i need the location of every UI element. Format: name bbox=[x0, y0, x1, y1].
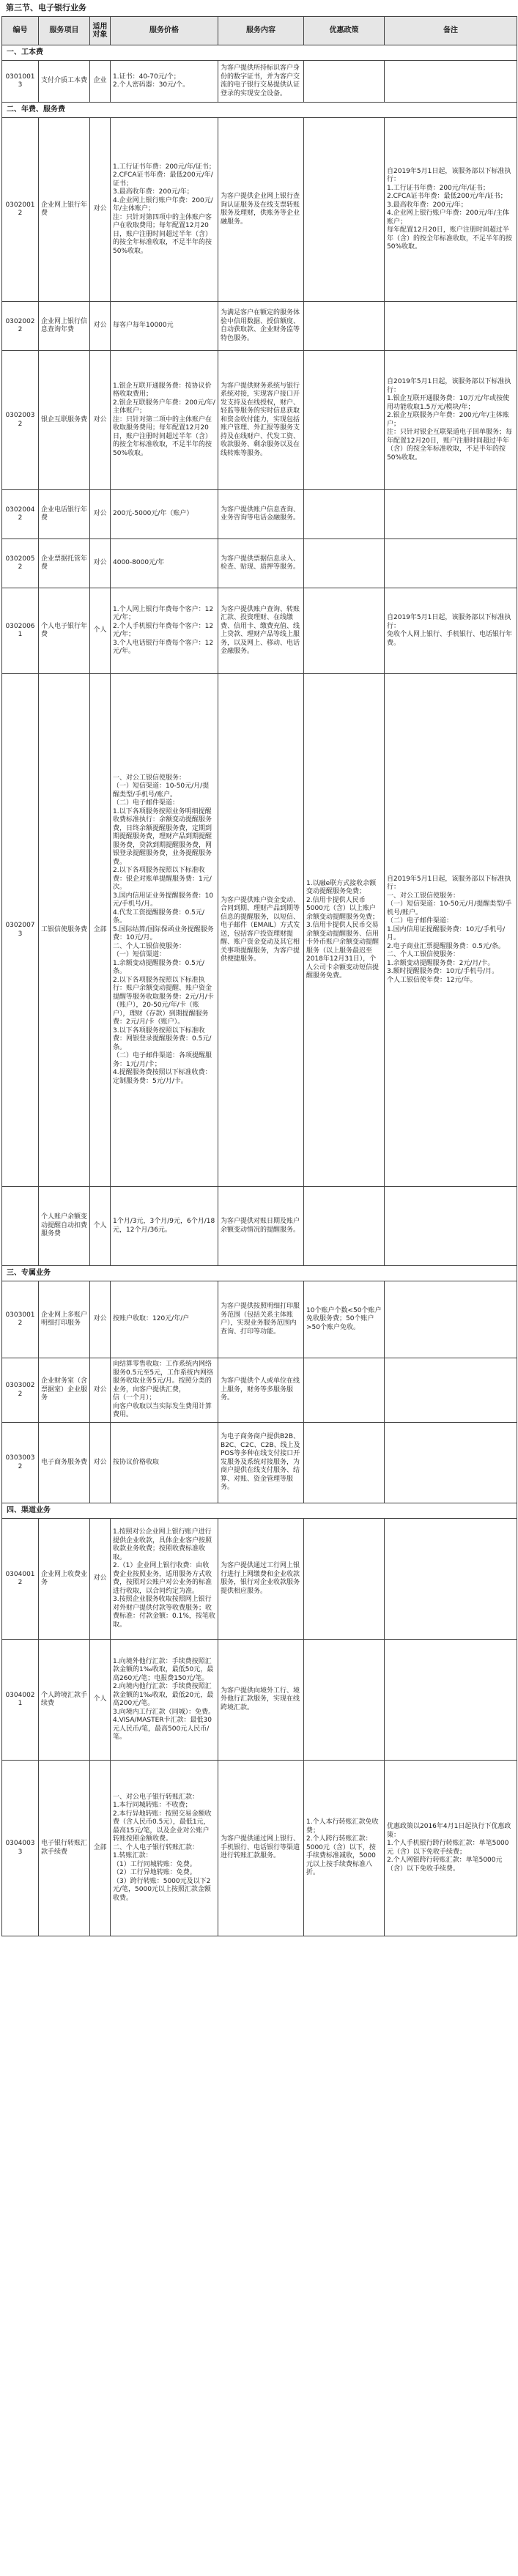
cell-note bbox=[385, 1640, 517, 1761]
cell-code: 03040033 bbox=[2, 1761, 39, 1936]
cell-service-name: 企业网上银行年费 bbox=[39, 118, 90, 302]
cell-discount bbox=[304, 1640, 385, 1761]
table-row bbox=[2, 1281, 517, 1358]
cell-price: 200元-5000元/年（账户） bbox=[111, 490, 218, 539]
section-title: 第三节、电子银行业务 bbox=[6, 3, 86, 12]
header-note: 备注 bbox=[385, 17, 517, 45]
cell-price: 向结算零售收取：工作系统内网络服务0.5元至5元，工作系统内网络服务收取业务5元/月。按照分类的业务，向客户提供汇费， 信（一个月）； 向客户收取以当实际发生费用计算费用。 bbox=[111, 1358, 218, 1423]
cell-discount: 1.个人本行转账汇款免收费； 2.个人跨行转账汇款：5000元（含）以下，按手续费标准减收，5000元以上按手续费标准八折。 bbox=[304, 1761, 385, 1936]
cell-audience: 对公 bbox=[90, 1519, 111, 1640]
cell-service-name: 企业网上多账户明细打印服务 bbox=[39, 1281, 90, 1358]
cell-discount bbox=[304, 539, 385, 588]
cell-note bbox=[385, 490, 517, 539]
cell-price: 1.向境外他行汇款：手续费按照汇款金额的1‰收取，最低50元，最高260元/笔；电报费150元/笔。 2.向境内他行汇款：手续费按照汇款金额的1‰收取，最低20元，最高200元/笔。 3.向境内工行汇款（同城）：免费。 4.VISA/MASTER卡汇款：最低30元人民币/笔，最高500元人民币/笔。 bbox=[111, 1640, 218, 1761]
cell-price: 1.个人网上银行年费每个客户：12元/年； 2.个人手机银行年费每个客户：12元/年； 3.个人电话银行年费每个客户：12元/年。 bbox=[111, 588, 218, 674]
cell-price: 一、对公工银信使服务： （一）短信渠道：10-50元/月/提醒类型/手机号/账户。 （二）电子邮件渠道： 1.以下各项服务按照业务明细提醒收费标准执行：余额变动提醒服务费，日终余额提醒服务费，定期到期提醒服务费，理财产品到期提醒服务费，贷款到期提醒服务费，网银登录提醒服务费，业务提醒服务费。 2.以下各项服务按照以下标准收费：银企对账单提醒服务费：1元/次。 3.国内信用证业务提醒服务费：10元/手机号/月。 4.代发工资提醒服务费：0.5元/条。 5.国际结算/国际保函业务提醒服务费：10元/月。 二、个人工银信使服务： （一）短信渠道： 1.余额变动提醒服务费：0.5元/条。 2.以下各项服务按照以下标准执行：账户余额变动提醒、账户资金提醒等服务收取服务费：2元/月/卡（账户），20-50元/年/卡（账户），理财（存款）到期提醒服务费：2元/月/卡（账户）。 3.以下各项服务按照以下标准收费：网银登录提醒服务费：0.5元/条。 （二）电子邮件渠道：各项提醒服务：1元/月/卡； 4.提醒服务费按照以下标准收费：定制服务费：5元/月/卡。 bbox=[111, 674, 218, 1187]
cell-service-name: 企业票据托管年费 bbox=[39, 539, 90, 588]
cell-price: 按账户收取：120元/年/户 bbox=[111, 1281, 218, 1358]
cell-service-name: 企业财务室（含票据室）企业服务 bbox=[39, 1358, 90, 1423]
cell-content: 为客户提供按照明细打印服务范围（包括关系主体账户），实现业务服务范围内查询、打印等功能。 bbox=[218, 1281, 304, 1358]
category-row bbox=[2, 103, 517, 118]
header-row bbox=[2, 17, 517, 45]
cell-content: 为客户提供通过网上银行、手机银行、电话银行等渠道进行转账汇款服务。 bbox=[218, 1761, 304, 1936]
cell-content: 为客户提供账户查询、转账汇款、投资理财、在线缴费、信用卡、缴费充值、线上贷款、理财产品等线上服务，以及网上、移动、电话金融服务。 bbox=[218, 588, 304, 674]
cell-discount bbox=[304, 118, 385, 302]
cell-audience: 对公 bbox=[90, 351, 111, 490]
cell-note bbox=[385, 302, 517, 351]
cell-price: 1.银企互联开通服务费：按协议价格收取费用； 2.银企互联服务户年费：200元/年/主体账户； 注：只针对第二项中的主体账户在收取服务费用；每年配置12月20日，账户注册时间超过半年（含）的按全年标准收取，不足半年的按50%收取。 bbox=[111, 351, 218, 490]
cell-discount bbox=[304, 1187, 385, 1266]
cell-audience: 对公 bbox=[90, 1423, 111, 1503]
table-body bbox=[2, 45, 517, 1936]
cell-service-name: 电子商务服务费 bbox=[39, 1423, 90, 1503]
table-header bbox=[2, 17, 517, 45]
table-row bbox=[2, 1423, 517, 1503]
cell-discount bbox=[304, 588, 385, 674]
cell-discount bbox=[304, 351, 385, 490]
table-row bbox=[2, 490, 517, 539]
header-service-name: 服务项目 bbox=[39, 17, 90, 45]
header-content: 服务内容 bbox=[218, 17, 304, 45]
cell-code: 03020022 bbox=[2, 302, 39, 351]
table-row bbox=[2, 588, 517, 674]
cell-audience: 个人 bbox=[90, 588, 111, 674]
category-title: 三、专属业务 bbox=[2, 1266, 517, 1281]
table-row bbox=[2, 1640, 517, 1761]
cell-code: 03030012 bbox=[2, 1281, 39, 1358]
cell-note: 自2019年5月1日起，该服务部以下标准执行： 免收个人网上银行、手机银行、电话银行年费。 bbox=[385, 588, 517, 674]
cell-note bbox=[385, 61, 517, 103]
cell-price: 1.工行证书年费：200元/年/证书； 2.CFCA证书年费：最低200元/年/证书； 3.最高收年费：200元/年； 4.企业网上银行账户年费：200元/年/主体账户； 注：只针对第四项中的主体账户客户在收取费用；每年配置12月20日，账户注册时间超过半年（含）的按全年标准收取，不足半年的按50%收取。 bbox=[111, 118, 218, 302]
table-row bbox=[2, 118, 517, 302]
cell-audience: 对公 bbox=[90, 490, 111, 539]
header-price: 服务价格 bbox=[111, 17, 218, 45]
cell-service-name: 个人跨境汇款手续费 bbox=[39, 1640, 90, 1761]
header-audience: 适用对象 bbox=[90, 17, 111, 45]
cell-audience: 对公 bbox=[90, 1281, 111, 1358]
cell-audience: 企业 bbox=[90, 61, 111, 103]
category-row bbox=[2, 1266, 517, 1281]
table-row bbox=[2, 674, 517, 1187]
cell-note bbox=[385, 1187, 517, 1266]
cell-note bbox=[385, 539, 517, 588]
fee-table bbox=[1, 16, 517, 1936]
table-row bbox=[2, 1761, 517, 1936]
category-title: 二、年费、服务费 bbox=[2, 103, 517, 118]
cell-content: 为客户提供通过工行网上银行进行上网缴费和企业收款服务，银行对企业收款服务提供相应服务。 bbox=[218, 1519, 304, 1640]
cell-note: 自2019年5月1日起，该服务部以下标准执行： 1.银企互联开通服务费：10万元/年或按使用功能收取1.5万元/模块/年； 2.银企互联服务户年费：200元/年/主体账户； 注：只针对银企互联渠道电子回单服务；每年配置12月20日，账户注册时间超过半年（含）的按全年标准收取，不足半年的按50%收取。 bbox=[385, 351, 517, 490]
cell-audience: 个人 bbox=[90, 1640, 111, 1761]
cell-content: 为客户提供财务系统与银行系统对接，实现客户接口开发支持及在线授权，财户、轻监等服务的实时信息获取和资金收付能力，实现包括账户管理、外汇报等服务支持及在线财户、代发工资、收款服务、剩余服务以及在线转账等服务。 bbox=[218, 351, 304, 490]
header-code: 编号 bbox=[2, 17, 39, 45]
cell-audience: 对公 bbox=[90, 1358, 111, 1423]
table-row bbox=[2, 539, 517, 588]
cell-content: 为客户提供账户信息查询、业务咨询等电话金融服务。 bbox=[218, 490, 304, 539]
header-discount: 优惠政策 bbox=[304, 17, 385, 45]
cell-price: 每客户每年10000元 bbox=[111, 302, 218, 351]
cell-note: 优惠政策以2016年4月1日起执行下优惠政策： 1.个人手机银行跨行转账汇款：单笔5000元（含）以下免收手续费； 2.个人网银跨行转账汇款：单笔5000元（含）以下免收手续费。 bbox=[385, 1761, 517, 1936]
cell-service-name: 支付介质工本费 bbox=[39, 61, 90, 103]
cell-content: 为客户提供企业网上银行查询认证服务及在线支票转账服务及理财，供账务等企业融服务。 bbox=[218, 118, 304, 302]
cell-code: 03030032 bbox=[2, 1423, 39, 1503]
table-row bbox=[2, 1187, 517, 1266]
cell-audience: 对公 bbox=[90, 302, 111, 351]
cell-price: 1.证书：40-70元/个； 2.个人密码器：30元/个。 bbox=[111, 61, 218, 103]
cell-audience: 全部 bbox=[90, 1761, 111, 1936]
cell-note bbox=[385, 1519, 517, 1640]
cell-content: 为客户提供向境外工行、境外他行汇款服务，实现在线跨境汇款。 bbox=[218, 1640, 304, 1761]
cell-audience: 全部 bbox=[90, 674, 111, 1187]
cell-service-name: 银企互联服务费 bbox=[39, 351, 90, 490]
cell-content: 为电子商务商户提供B2B、B2C、C2C、C2B、线上及POS等多种在线支付接口开发服务及系统对接服务，为商户提供在线支付服务、结算、对账、资金管理等服务。 bbox=[218, 1423, 304, 1503]
cell-service-name: 企业网上收费业务 bbox=[39, 1519, 90, 1640]
cell-discount bbox=[304, 1358, 385, 1423]
table-row bbox=[2, 302, 517, 351]
cell-price: 一、对公电子银行转账汇款： 1.本行同城转账：不收费； 2.本行异地转账：按照交易金额收费（含人民币0.5元），最低1元，最高15元/笔，以及企业对公账户转账按照金额收费。 二、个人电子银行转账汇款： 1.转账汇款： （1）工行同城转账：免费。 （2）工行异地转账：免费。 （3）跨行转账：5000元及以下2元/笔，5000元以上按照汇款金额收费。 bbox=[111, 1761, 218, 1936]
cell-service-name: 工银信使服务费 bbox=[39, 674, 90, 1187]
cell-note bbox=[385, 1358, 517, 1423]
category-row bbox=[2, 45, 517, 61]
cell-content: 为客户提供个人或单位在线上服务，财务等多服务服务。 bbox=[218, 1358, 304, 1423]
cell-discount bbox=[304, 1423, 385, 1503]
cell-price: 1个月/3元，3个月/9元，6个月/18元，12个月/36元。 bbox=[111, 1187, 218, 1266]
cell-code: 03040021 bbox=[2, 1640, 39, 1761]
cell-code: 03020032 bbox=[2, 351, 39, 490]
cell-price: 4000-8000元/年 bbox=[111, 539, 218, 588]
table-row bbox=[2, 1519, 517, 1640]
cell-price: 按协议价格收取 bbox=[111, 1423, 218, 1503]
cell-discount: 10个账户个数<50个账户免收服务费；50个账户>50个账户免收。 bbox=[304, 1281, 385, 1358]
cell-code: 03020073 bbox=[2, 674, 39, 1187]
cell-code: 03030022 bbox=[2, 1358, 39, 1423]
cell-discount: 1.以融e联方式接收余额变动提醒服务免费； 2.信用卡提供人民币5000元（含）以上账户余额变动提醒服务免费； 3.信用卡提供人民币交易余额变动提醒服务、信用卡外币账户余额变动提醒服务（以上服务最迟至2018年12月31日），个人公司卡余额变动短信提醒服务免费。 bbox=[304, 674, 385, 1187]
cell-audience: 个人 bbox=[90, 1187, 111, 1266]
cell-content: 为客户提供对账日期及账户余额变动情况的提醒服务。 bbox=[218, 1187, 304, 1266]
cell-content: 为满足客户在额定的服务体验中信用数据、授信额度、自动获取款、企业财务监等特色服务。 bbox=[218, 302, 304, 351]
cell-audience: 对公 bbox=[90, 539, 111, 588]
cell-service-name: 企业电话银行年费 bbox=[39, 490, 90, 539]
cell-service-name: 个人账户余额变动提醒自动扣费服务费 bbox=[39, 1187, 90, 1266]
cell-note: 自2019年5月1日起，该服务部以下标准执行： 1.工行证书年费：200元/年/证书； 2.CFCA证书年费：最低200元/年/证书； 3.最高收年费：200元/年； 4.企业网上银行账户年费：200元/年/主体账户； 每年配置12月20日，账户注册时间超过半年（含）的按全年标准收取，不足半年的按50%收取。 bbox=[385, 118, 517, 302]
cell-discount bbox=[304, 1519, 385, 1640]
cell-discount bbox=[304, 61, 385, 103]
category-title: 一、工本费 bbox=[2, 45, 517, 61]
cell-note: 自2019年5月1日起，该服务部以下标准执行： 一、对公工银信使服务： （一）短信渠道：10-50元/月/提醒类型/手机号/账户。 （二）电子邮件渠道： 1.国内信用证提醒服务费：10元/手机号/月。 2.电子商业汇票提醒服务费：0.5元/条。 二、个人工银信使服务： 1.余额变动提醒服务费：2元/月/卡。 3.额时提醒服务费：10元/手机号/月。 个人工银信使年费：12元/年。 bbox=[385, 674, 517, 1187]
cell-discount bbox=[304, 490, 385, 539]
category-row bbox=[2, 1503, 517, 1519]
cell-content: 为客户提供账户资金变动、合同到期、理财产品到期等信息的提醒服务，以短信、电子邮件（EMAIL）方式发送，包括客户投资理财提醒、账户资金变动及其它相关事项提醒服务，为客户提供便捷服务。 bbox=[218, 674, 304, 1187]
cell-service-name: 企业网上银行信息查询年费 bbox=[39, 302, 90, 351]
cell-price: 1.按照对公企业网上银行账户进行提供企业收款，具体企业客户按照收款业务收费；按照收费标准收取。 2.（1）企业网上银行收费：由收费企业按照业务，适用服务方式收费，按照对公账户对公业务的标准进行收取，以合同约定为准。 3.按照企业服务收取按照网上银行对外财户提供付款等收费服务；收费标准：付款金额：0.1%，按笔收取。 bbox=[111, 1519, 218, 1640]
cell-code: 03040012 bbox=[2, 1519, 39, 1640]
category-title: 四、渠道业务 bbox=[2, 1503, 517, 1519]
cell-code: 03020061 bbox=[2, 588, 39, 674]
cell-content: 为客户提供票据信息录入、检查、贴现、质押等服务。 bbox=[218, 539, 304, 588]
cell-code: 03020042 bbox=[2, 490, 39, 539]
cell-service-name: 电子银行转账汇款手续费 bbox=[39, 1761, 90, 1936]
table-row bbox=[2, 1358, 517, 1423]
cell-service-name: 个人电子银行年费 bbox=[39, 588, 90, 674]
cell-note bbox=[385, 1281, 517, 1358]
table-row bbox=[2, 61, 517, 103]
cell-note bbox=[385, 1423, 517, 1503]
cell-discount bbox=[304, 302, 385, 351]
cell-code: 03020052 bbox=[2, 539, 39, 588]
cell-content: 为客户提供所持标识客户身份的数字证书，并为客户交流的电子银行交易提供认证登录的实现安全设备。 bbox=[218, 61, 304, 103]
cell-code: 03020012 bbox=[2, 118, 39, 302]
cell-code bbox=[2, 1187, 39, 1266]
table-row bbox=[2, 351, 517, 490]
cell-code: 03010013 bbox=[2, 61, 39, 103]
cell-audience: 对公 bbox=[90, 118, 111, 302]
